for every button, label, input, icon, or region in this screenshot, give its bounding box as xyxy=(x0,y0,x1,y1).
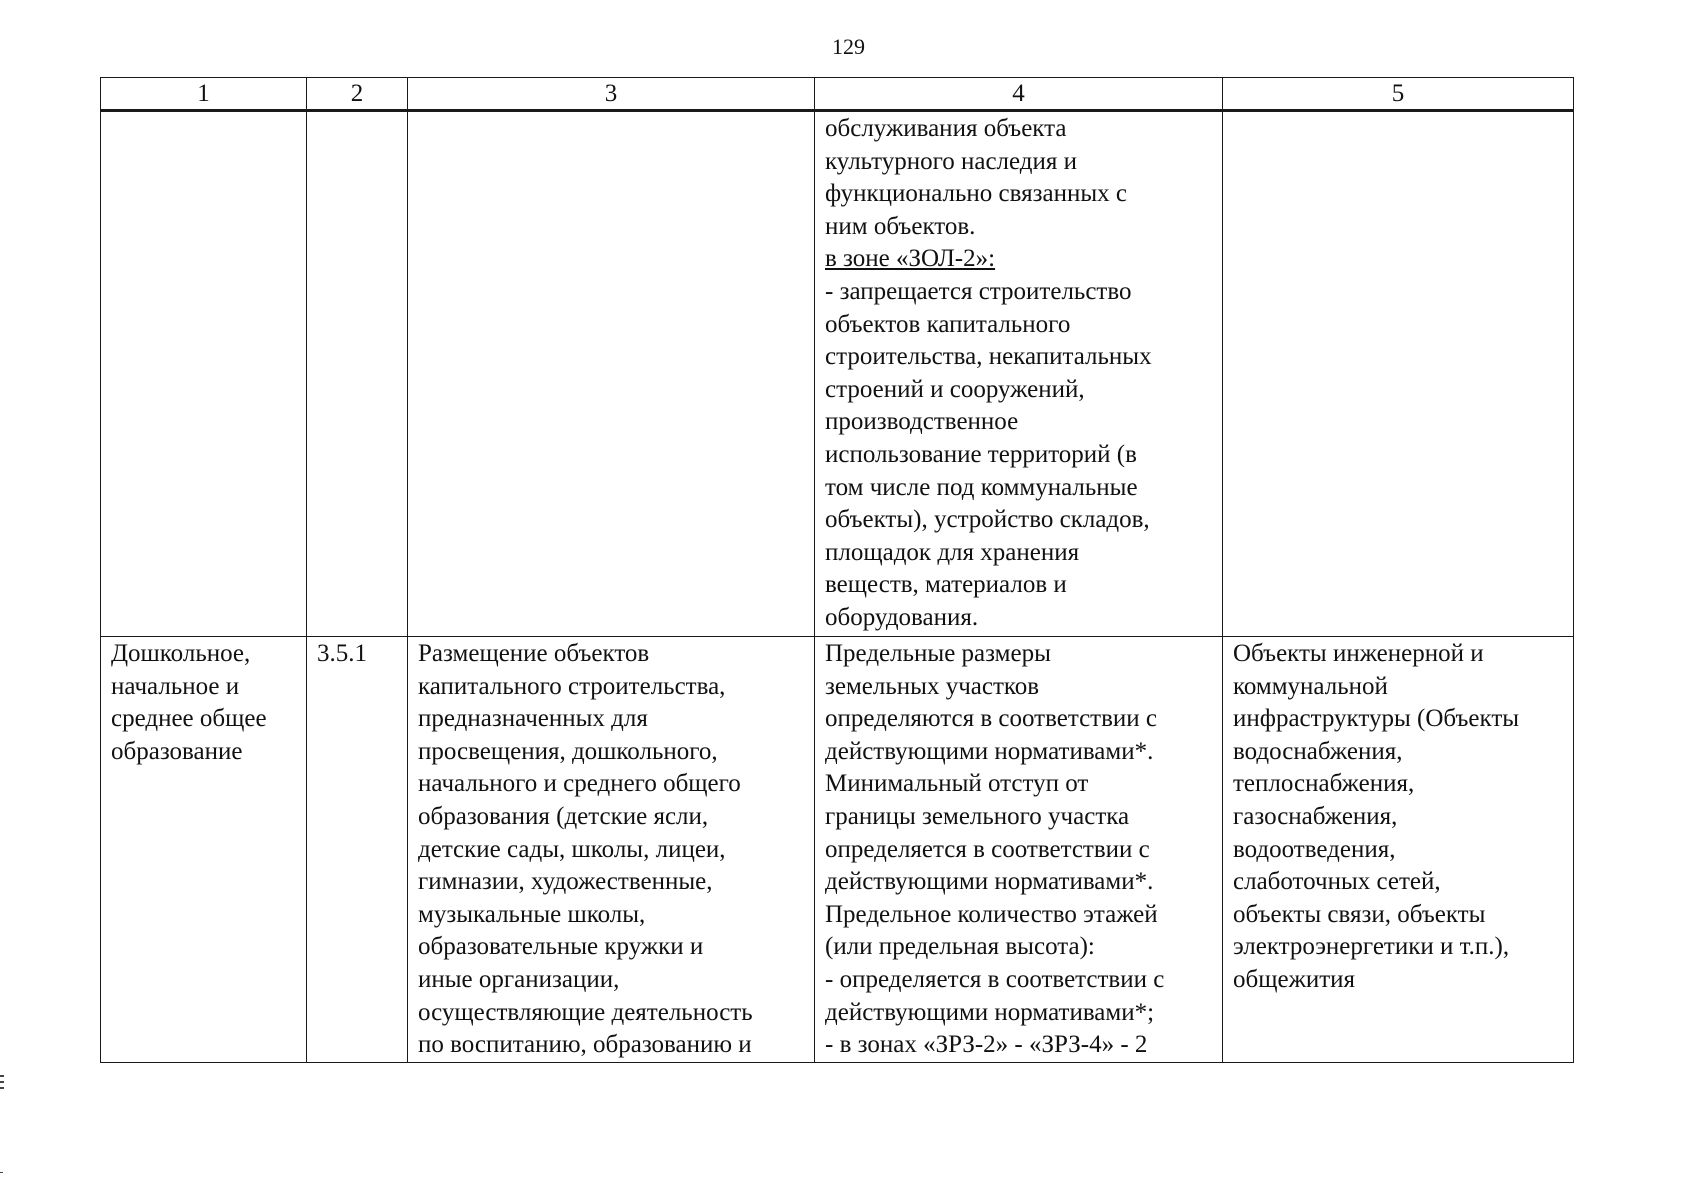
column-header-1: 1 xyxy=(101,78,307,111)
land-use-description-cell xyxy=(408,111,815,637)
text-line: объектов капитального xyxy=(825,310,1071,338)
text-line: иные организации, xyxy=(418,965,620,993)
text-line: среднее общее xyxy=(111,705,267,733)
text-line: теплоснабжения, xyxy=(1233,770,1415,798)
text-line: музыкальные школы, xyxy=(418,900,646,928)
text-line: земельных участков xyxy=(825,672,1040,700)
text-line: образовательные кружки и xyxy=(418,933,704,961)
zone-heading: в зоне «ЗОЛ-2»: xyxy=(825,245,996,273)
text-line: оборудования. xyxy=(825,603,979,631)
text-line: веществ, материалов и xyxy=(825,571,1067,599)
text-line: (или предельная высота): xyxy=(825,933,1095,961)
auxiliary-uses-cell xyxy=(1223,111,1574,637)
text-line: водоснабжения, xyxy=(1233,737,1403,765)
text-line: обслуживания объекта xyxy=(825,115,1067,142)
text-line: предназначенных для xyxy=(418,705,648,733)
text-line: действующими нормативами*. xyxy=(825,868,1154,896)
text-line: - запрещается строительство xyxy=(825,277,1132,305)
text-line: действующими нормативами*. xyxy=(825,737,1154,765)
text-line: газоснабжения, xyxy=(1233,802,1398,830)
text-line: образование xyxy=(111,737,243,765)
text-line: объекты связи, объекты xyxy=(1233,900,1486,928)
text-line: по воспитанию, образованию и xyxy=(418,1031,752,1059)
text-line: образования (детские ясли, xyxy=(418,802,709,830)
header-row xyxy=(101,78,1574,111)
text-line: осуществляющие деятельность xyxy=(418,998,753,1026)
column-header-2: 2 xyxy=(307,78,408,111)
text-line: общежития xyxy=(1233,965,1356,993)
parameters-cell xyxy=(815,637,1223,1063)
text-line: строительства, некапитальных xyxy=(825,343,1152,371)
text-line: Минимальный отступ от xyxy=(825,770,1089,798)
scan-edge-mark xyxy=(0,1087,4,1089)
column-header-4: 4 xyxy=(815,78,1223,111)
text-line: культурного наследия и xyxy=(825,147,1078,175)
land-use-code-cell: 3.5.1 xyxy=(307,637,408,1063)
text-line: детские сады, школы, лицеи, xyxy=(418,835,726,863)
text-line: строений и сооружений, xyxy=(825,375,1085,403)
text-line: капитального строительства, xyxy=(418,672,726,700)
text-line: Предельные размеры xyxy=(825,640,1051,667)
land-use-code-cell xyxy=(307,111,408,637)
scan-edge-mark xyxy=(0,1075,4,1077)
text-line: просвещения, дошкольного, xyxy=(418,737,718,765)
regulations-table xyxy=(100,77,1574,1063)
text-line: начальное и xyxy=(111,672,240,700)
text-line: - в зонах «ЗРЗ-2» - «ЗРЗ-4» - 2 xyxy=(825,1031,1148,1059)
text-line: объекты), устройство складов, xyxy=(825,506,1150,534)
text-line: производственное xyxy=(825,408,1019,436)
text-line: гимназии, художественные, xyxy=(418,868,713,896)
text-line: том числе под коммунальные xyxy=(825,473,1138,501)
page-number: 129 xyxy=(832,34,865,59)
column-header-3: 3 xyxy=(408,78,815,111)
text-line: определяется в соответствии с xyxy=(825,835,1150,863)
land-use-type-cell xyxy=(101,111,307,637)
text-line: коммунальной xyxy=(1233,672,1388,700)
text-line: действующими нормативами*; xyxy=(825,998,1155,1026)
text-line: электроэнергетики и т.п.), xyxy=(1233,933,1510,961)
text-line: определяются в соответствии с xyxy=(825,705,1158,733)
text-line: использование территорий (в xyxy=(825,440,1137,468)
land-use-type-cell xyxy=(101,637,307,1063)
parameters-cell xyxy=(815,111,1223,637)
text-line: Размещение объектов xyxy=(418,640,650,667)
auxiliary-uses-cell xyxy=(1223,637,1574,1063)
text-line: - определяется в соответствии с xyxy=(825,965,1165,993)
text-line: слаботочных сетей, xyxy=(1233,868,1441,896)
text-line: Предельное количество этажей xyxy=(825,900,1158,928)
text-line: ним объектов. xyxy=(825,212,976,240)
land-use-description-cell xyxy=(408,637,815,1063)
table-row-continuation xyxy=(101,111,1574,637)
scan-edge-mark xyxy=(0,1081,4,1083)
text-line: начального и среднего общего xyxy=(418,770,741,798)
text-line: функционально связанных с xyxy=(825,180,1128,208)
text-line: границы земельного участка xyxy=(825,802,1130,830)
text-line: площадок для хранения xyxy=(825,538,1080,566)
text-line: инфраструктуры (Объекты xyxy=(1233,705,1520,733)
text-line: Дошкольное, xyxy=(111,640,251,667)
text-line: Объекты инженерной и xyxy=(1233,640,1484,667)
column-header-5: 5 xyxy=(1223,78,1574,111)
text-line: водоотведения, xyxy=(1233,835,1396,863)
scan-edge-mark xyxy=(0,1172,3,1173)
table-row-education xyxy=(101,637,1574,1063)
